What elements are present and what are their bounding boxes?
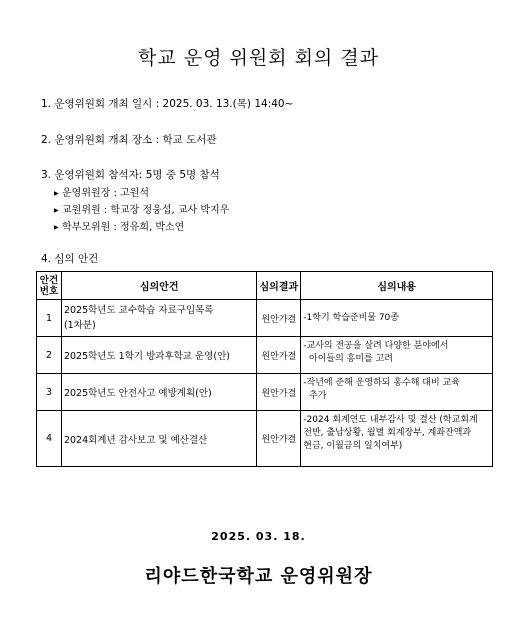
row-no: 2 xyxy=(37,337,62,374)
footer-signature-org: 리야드한국학교 운영위원장 xyxy=(144,566,373,587)
row-agenda-line: (1차분) xyxy=(63,320,96,331)
row-content-line: -작년에 준해 운영하되 홍수해 대비 교육 xyxy=(303,378,460,388)
page-title: 학교 운영 위원회 회의 결과 xyxy=(137,47,380,69)
row-result: 원안가결 xyxy=(257,411,301,467)
row-result: 원안가결 xyxy=(257,337,301,374)
header-no-line2: 번호 xyxy=(39,285,59,297)
header-result: 심의결과 xyxy=(257,272,301,300)
attendee-teachers xyxy=(54,201,229,216)
meeting-place: 2. 운영위원회 개최 장소 : 학교 도서관 xyxy=(41,134,217,146)
attendee-parents xyxy=(54,218,184,233)
row-content xyxy=(301,411,493,467)
table-row xyxy=(37,300,493,337)
table-header-row xyxy=(37,272,493,300)
row-content-line: 전반, 출납상황, 월별 회계장부, 계좌잔액과 xyxy=(303,428,472,438)
footer-date: 2025. 03. 18. xyxy=(211,530,306,543)
row-result: 원안가결 xyxy=(257,374,301,411)
row-content: -1학기 학습준비물 70종 xyxy=(301,300,493,337)
table-row xyxy=(37,374,493,411)
row-content xyxy=(301,374,493,411)
row-agenda: 2025학년도 1학기 방과후학교 운영(안) xyxy=(61,337,256,374)
attendee-chair-text: 운영위원장 : 고원석 xyxy=(62,188,150,199)
row-content-line: -교사의 전공을 살려 다양한 분야에서 xyxy=(303,341,449,351)
row-content-line: 현금, 이월금의 일치여부) xyxy=(303,441,403,451)
agenda-table xyxy=(36,271,493,467)
attendee-chair xyxy=(54,184,149,199)
triangle-bullet-icon: ▶ xyxy=(54,207,59,214)
row-content xyxy=(301,337,493,374)
attendee-parents-text: 학부모위원 : 정유희, 박소연 xyxy=(62,222,185,233)
row-agenda xyxy=(61,300,256,337)
attendee-teachers-text: 교원위원 : 학교장 정웅섭, 교사 박지우 xyxy=(62,205,230,216)
row-result: 원안가결 xyxy=(257,300,301,337)
agenda-heading: 4. 심의 안건 xyxy=(41,253,99,265)
row-agenda: 2025학년도 안전사고 예방계획(안) xyxy=(61,374,256,411)
header-content: 심의내용 xyxy=(301,272,493,300)
triangle-bullet-icon: ▶ xyxy=(54,224,59,231)
table-row xyxy=(37,337,493,374)
row-content-line: 추가 xyxy=(303,391,327,401)
table-row xyxy=(37,411,493,467)
row-agenda-line: 2025학년도 교수학습 자료구입목록 xyxy=(63,305,214,316)
header-agenda: 심의안건 xyxy=(61,272,256,300)
header-no-line1: 안건 xyxy=(39,274,59,286)
triangle-bullet-icon: ▶ xyxy=(54,190,59,197)
row-no: 3 xyxy=(37,374,62,411)
meeting-date: 1. 운영위원회 개최 일시 : 2025. 03. 13.(목) 14:40~ xyxy=(41,98,294,110)
row-content-line: 아이들의 흥미를 고려 xyxy=(303,354,393,364)
header-no xyxy=(37,272,62,300)
row-no: 1 xyxy=(37,300,62,337)
attendees-summary: 3. 운영위원회 참석자: 5명 중 5명 참석 xyxy=(41,169,220,181)
row-no: 4 xyxy=(37,411,62,467)
row-agenda: 2024회계년 감사보고 및 예산결산 xyxy=(61,411,256,467)
row-content-line: -2024 회계연도 내부감사 및 결산 (학교회계 xyxy=(303,415,478,425)
